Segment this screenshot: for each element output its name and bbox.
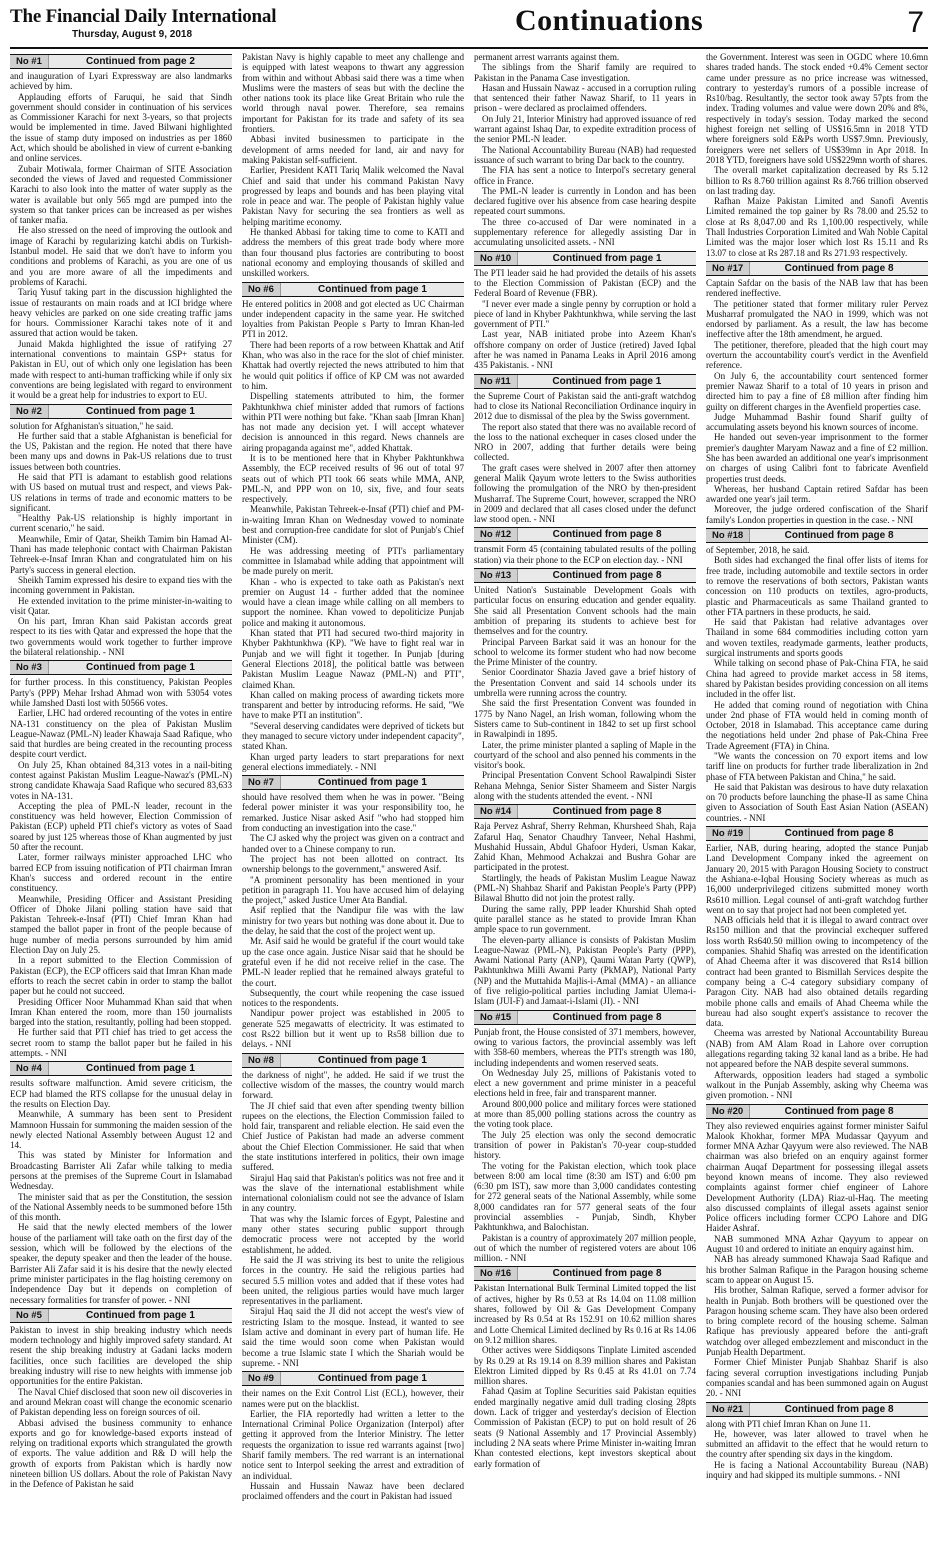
article-paragraph: He entered politics in 2008 and got elected as UC Chairman under independent capacity in the same year. He switched loyalties from Pakistan People s Party to Imran Khan-led PTI in 2012. bbox=[242, 298, 464, 340]
continuation-article bbox=[474, 804, 696, 1006]
article-paragraph: The voting for the Pakistan election, which took place between 8:00 am local time (8:30 am IST) and 6:00 pm (6:30 pm IST), saw more than 3,000 candidates contesting for 272 general seats of the National Assembly, while some 8,000 candidates ran for 577 general seats of the four provincial assemblies - Punjab, Sindh, Khyber Pakhtunkhwa, and Balochistan. bbox=[474, 1160, 696, 1233]
article-paragraph: He added that coming round of negotiation with China under 2nd phase of FTA would held in coming month of October, 2018 in Islamabad. This acceptance came during the negotiations held under 2nd phase of Pak-China Free Trade Agreement (FTA) in China. bbox=[706, 699, 928, 751]
article-paragraph: Khan stated that PTI had secured two-third majority in Khyber Pakhtunkhwa (KP). "We have to fight real war in Punjab and we will fight it together. In Punjab [during General Elections 2018], the political battle was between Pakistan Muslim League Nawaz (PML-N) and PTI", claimed Khan. bbox=[242, 628, 464, 690]
article-paragraph: He is facing a National Accountability Bureau (NAB) inquiry and had skipped its multiple summons. - NNI bbox=[706, 1459, 928, 1480]
article-paragraph: Startlingly, the heads of Pakistan Muslim League Nawaz (PML-N) Shahbaz Sharif and Pakistan People's Party (PPP) Bilawal Bhutto did not join the protest rally. bbox=[474, 872, 696, 904]
article-paragraph: The graft cases were shelved in 2007 after then attorney general Malik Qayum wrote letters to the Swiss authorities following the promulgation of the NRO by then-president Musharraf. The Supreme Court, however, scrapped the NRO in 2009 and declared that all cases closed under the defunct law stood open. - NNI bbox=[474, 462, 696, 525]
article-paragraph: It is to be mentioned here that in Khyber Pakhtunkhwa Assembly, the ECP received results of 96 out of total 97 seats out of which PTI took 66 seats while MMA, ANP, PML-N, and PPP won on 10, six, five, and four seats respectively. bbox=[242, 452, 464, 505]
article-number: No #4 bbox=[10, 1062, 49, 1075]
continuation-header bbox=[474, 1266, 696, 1281]
article-paragraph: Other actives were Siddiqsons Tinplate Limited ascended by Rs 0.29 at Rs 19.14 on 8.39 million shares and Pakistan Elektron Limited dipped by Rs 0.45 at Rs 41.01 on 7.74 million shares. bbox=[474, 1345, 696, 1387]
continuation-article bbox=[706, 1104, 928, 1399]
continued-from-label: Continued from page 1 bbox=[552, 252, 662, 264]
article-paragraph: Later, the prime minister planted a sapling of Maple in the courtyard of the school and also penned his comments in the visitor's book. bbox=[474, 739, 696, 771]
continuation-article bbox=[242, 52, 464, 279]
continued-from-label: Continued from page 1 bbox=[317, 777, 427, 789]
article-paragraph: The FIA has sent a notice to Interpol's secretary general office in France. bbox=[474, 165, 696, 186]
article-paragraph: The CJ asked why the project was given on a contract and handed over to a Chinese company to run. bbox=[242, 833, 464, 854]
continued-from-label: Continued from page 8 bbox=[552, 570, 662, 582]
article-paragraph: transmit Form 45 (containing tabulated results of the polling station) via their phone to the ECP on election day. - NNI bbox=[474, 544, 696, 565]
masthead bbox=[10, 4, 930, 46]
article-paragraph: Subsequently, the court while reopening the case issued notices to the respondents. bbox=[242, 987, 464, 1009]
article-paragraph: He handed out seven-year imprisonment to the former premier's daughter Maryam Nawaz and a fine of £2 million. She has been awarded an additional one year's imprisonment on charges of using Calibri font to fabricate Avenfield properties trust deeds. bbox=[706, 432, 928, 484]
article-paragraph: The National Accountability Bureau (NAB) had requested issuance of such warrant to bring Dar back to the country. bbox=[474, 144, 696, 165]
article-paragraph: His brother, Salman Rafique, served a former advisor for health in Punjab. Both brothers will be questioned over the Paragon housing scheme scam. They have also been ordered to bring complete record of the housing scheme. Salman Rafique has previously appeared before the anti-graft watchdog over alleged embezzlement and misconduct in the Punjab Health Department. bbox=[706, 1285, 928, 1358]
continuation-article bbox=[10, 660, 232, 1058]
article-paragraph: results software malfunction. Amid severe criticism, the ECP had blamed the RTS collapse for the unusual delay in the results on Election Day. bbox=[10, 1078, 232, 1109]
article-paragraph: solution for Afghanistan's situation," he said. bbox=[10, 420, 174, 431]
article-number: No #17 bbox=[706, 262, 750, 275]
continuation-header bbox=[10, 1061, 232, 1076]
continuation-header bbox=[706, 826, 928, 841]
continuation-article bbox=[242, 1371, 464, 1501]
article-paragraph: Nandipur power project was established in 2005 to generate 525 megawatts of electricity. It was estimated to cost Rs22 billion but it went up to Rs58 billion due to delays. - NNI bbox=[242, 1008, 464, 1050]
article-paragraph: Captain Safdar on the basis of the NAB law that has been rendered ineffective. bbox=[706, 277, 928, 299]
continuation-article bbox=[242, 775, 464, 1049]
article-paragraph: Both sides had exchanged the final offer lists of items for free trade, including automobile and textile sectors in order to remove the reservations of both sectors, Pakistan wants concession on 110 products on textiles, agro-products, plastic and Pharmaceuticals as same Thailand granted to other FTA partners in these products, he said. bbox=[706, 555, 928, 617]
article-paragraph: The eleven-party alliance is consists of Pakistan Muslim League-Nawaz (PML-N), Pakistan People's Party (PPP), Awami National Party (ANP), Qaumi Watan Party (QWP), Pakhtunkhwa Milli Awami Party (PkMAP), National Party (NP) and the Muttahida Majlis-i-Amal (MMA) - an alliance of five religio-political parties including Jamiat Ulema-i-Islam (JUI-F) and Jamaat-i-Islami (JI). - NNI bbox=[474, 934, 696, 1007]
column-2 bbox=[242, 52, 464, 1558]
article-paragraph: "Healthy Pak-US relationship is highly important in current scenario," he said. bbox=[10, 513, 232, 534]
article-paragraph: They also reviewed enquiries against former minister Saiful Malook Khokhar, former MPA Mudassar Qayyum and former MNA Azhar Qayyum were also reviewed. The NAB chairman was also briefed on an enquiry against former chairman Auqaf Department for possessing illegal assets beyond known means of income. They also reviewed complaints against former chief engineer of Lahore Development Authority (LDA) Riaz-ul-Haq. The meeting also discussed complaints of illegal assets against senior Police officers including former CCPO Lahore and DIG Haider Ashraf. bbox=[706, 1120, 928, 1234]
article-paragraph: There had been reports of a row between Khattak and Atif Khan, who was also in the race for the slot of chief minister. Khattak had overtly rejected the news attributed to him that he would quit politics if office of KP CM was not awarded to him. bbox=[242, 339, 464, 391]
article-paragraph: He further said that a stable Afghanistan is beneficial for the US, Pakistan and the region. He noted that there have been many ups and downs in Pak-US relations due to trust issues between both countries. bbox=[10, 430, 232, 472]
article-paragraph: NAB officials held that it is illegal to award contract over Rs150 million and that the provincial exchequer suffered loss worth Rs640.50 million owing to incompetency of the companies. Shahid Shafiq was arrested on the identification of Ahad Cheema after it was discovered that Rs14 billion contract had been granted to Bismillah Services despite the company being a C-4 category subsidiary company of Paragon City. NAB had also obtained details regarding mobile phone calls and emails of Ahad Cheema while the bureau had also sought expert's assistance to recover the data. bbox=[706, 915, 928, 1029]
article-paragraph: Moreover, the judge ordered confiscation of the Sharif family's London properties in question in the case. - NNI bbox=[706, 504, 928, 525]
article-paragraph: Rafhan Maize Pakistan Limited and Sanofi Aventis Limited remained the top gainer by Rs 78.00 and 25.52 to close at Rs 8,047.00 and Rs 1,100.00 respectively, while Thall Industries Corporation Limited and Wah Noble Capital Limited was the major loser which lost Rs 15.11 and Rs 13.07 to close at Rs 287.18 and Rs 271.93 respectively. bbox=[706, 196, 928, 258]
continued-from-label: Continued from page 8 bbox=[784, 1403, 894, 1415]
paper-name: The Financial Daily International bbox=[10, 6, 277, 27]
article-paragraph: This was stated by Minister for Information and Broadcasting Barrister Ali Zafar while talking to media persons at the premises of the Supreme Court in Islamabad Wednesday. bbox=[10, 1150, 232, 1192]
continuation-article bbox=[474, 527, 696, 565]
article-paragraph: "I never ever made a single penny by corruption or hold a piece of land in Khyber Pakhtunkhwa, while serving the last government of PTI." bbox=[474, 298, 696, 330]
continuation-article bbox=[10, 1061, 232, 1305]
continuation-header bbox=[474, 527, 696, 542]
continuation-article bbox=[706, 528, 928, 823]
article-paragraph: The petitioner stated that former military ruler Pervez Musharraf promulgated the NAO in 1999, which was not endorsed by parliament. As a result, the law has become ineffective after the 18th amendment, he argued. bbox=[706, 298, 928, 340]
continuation-article bbox=[706, 1402, 928, 1481]
article-paragraph: Tariq Yusuf taking part in the discussion highlighted the issue of restaurants on main roads and at ICI bridge where heavy vehicles are parked on one side creating traffic jams for hours. Commissioner Karachi takes note of it and assured that action would be taken. bbox=[10, 287, 232, 339]
article-number: No #2 bbox=[10, 405, 49, 418]
article-paragraph: Asif replied that the Nandipur file was with the law ministry for two years but nothing was done about it. Due to the delay, he said that the cost of the project went up. bbox=[242, 905, 464, 937]
article-paragraph: Pakistan to invest in ship breaking industry which needs modern technology and highly improved safety standard. At resent the ship breaking industry at Gadani lacks modern facilities, once such facilities are developed the ship breaking industry will rise to new heights with immense job opportunities for the entire Pakistan. bbox=[10, 1324, 232, 1387]
article-paragraph: Last year, NAB initiated probe into Azeem Khan's offshore company on order of Justice (retired) Javed Iqbal after he was named in Panama Leaks in April 2016 among 435 Pakistanis. - NNI bbox=[474, 329, 696, 371]
article-paragraph: Sirajul Haq said that Pakistan's politics was not free and it was the slave of the international establishment while international colonialism could not see the advance of Islam in any country. bbox=[242, 1172, 464, 1214]
article-paragraph: Pakistan Navy is highly capable to meet any challenge and is equipped with latest weapons to thwart any aggression from within and without Abbasi said there was a time when Muslims were the masters of seas but with the decline the other nations took its place like Great Britain who rule the world through naval power. Therefore, sea remains important for Pakistan for its trade and safety of its sea frontiers. bbox=[242, 52, 464, 135]
continuation-article bbox=[10, 54, 232, 401]
continued-from-label: Continued from page 8 bbox=[552, 1011, 662, 1023]
continuation-header bbox=[706, 1402, 928, 1417]
article-paragraph: Sheikh Tamim expressed his desire to expand ties with the incoming government in Pakistan. bbox=[10, 574, 232, 596]
continuation-header bbox=[474, 251, 696, 266]
article-paragraph: Judge Muhammad Bashir found Sharif guilty of accumulating assets beyond his known sources of income. bbox=[706, 411, 928, 433]
article-number: No #12 bbox=[474, 528, 518, 541]
article-paragraph: Zubair Motiwala, former Chairman of SITE Association seconded the views of Javed and requested Commissioner Karachi to also look into the matter of water supply as the water is available but only 565 mgd are pumped into the system so that tanker prices can be increased as per wishes of tanker mafia. bbox=[10, 163, 232, 226]
continuation-header bbox=[474, 1010, 696, 1025]
article-number: No #8 bbox=[242, 1054, 281, 1067]
article-paragraph: Junaid Makda highlighted the issue of ratifying 27 international conventions to maintain GSP+ status for Pakistan in EU, out of which only one legislation has been made with respect to anti-human trafficking while if only six conventions are being legislated with regard to environment it would be a great help for industries to export to EU. bbox=[10, 338, 232, 401]
continuation-header bbox=[242, 1053, 464, 1068]
continuation-header bbox=[10, 660, 232, 675]
page-number: 7 bbox=[907, 6, 924, 39]
continued-from-label: Continued from page 8 bbox=[552, 1268, 662, 1280]
article-number: No #6 bbox=[242, 283, 281, 296]
continuation-article bbox=[474, 374, 696, 525]
article-number: No #20 bbox=[706, 1105, 750, 1118]
continuation-article bbox=[474, 1010, 696, 1264]
article-paragraph: The petitioner, therefore, pleaded that the high court may overturn the accountability court's verdict in the Avenfield reference. bbox=[706, 339, 928, 371]
article-paragraph: On July 25, Khan obtained 84,313 votes in a nail-biting contest against Pakistan Muslim League-Nawaz's (PML-N) strong candidate Khawaja Saad Rafique who secured 83,633 votes in NA-131. bbox=[10, 759, 232, 801]
continuation-header bbox=[474, 568, 696, 583]
article-number: No #5 bbox=[10, 1309, 49, 1322]
article-paragraph: The July 25 election was only the second democratic transition of power in Pakistan's 70-year coup-studded history. bbox=[474, 1129, 696, 1161]
article-paragraph: Whereas, her husband Captain retired Safdar has been awarded one year's jail term. bbox=[706, 483, 928, 505]
continuation-article bbox=[474, 1266, 696, 1468]
article-paragraph: Earlier, the FIA reportedly had written a letter to the International Criminal Police Organization (Interpol) after getting it approved from the Interior Ministry. The letter requests the organization to issue red warrants against [two] Sharif family members. The red warrant is an international notice sent to Interpol seeking the arrest and extradition of an individual. bbox=[242, 1408, 464, 1481]
article-paragraph: Afterwards, opposition leaders had staged a symbolic walkout in the Punjab Assembly, asking why Cheema was given promotion. - NNI bbox=[706, 1069, 928, 1101]
continuation-article bbox=[474, 251, 696, 371]
article-paragraph: "We wants the concession on 70 export items and low tariff line on products for further trade liberalization in 2nd phase of FTA between Pakistan and China," he said. bbox=[706, 751, 928, 782]
continued-from-label: Continued from page 8 bbox=[784, 828, 894, 840]
article-paragraph: the darkness of night", he added. He said if we trust the collective wisdom of the masses, the country would march forward. bbox=[242, 1069, 464, 1101]
article-paragraph: On July 6, the accountability court sentenced former premier Nawaz Sharif to a total of 10 years in prison and directed him to pay a fine of £8 million after finding him guilty on different charges in the Avenfield properties case. bbox=[706, 370, 928, 412]
article-paragraph: Applauding efforts of Faruqui, he said that Sindh government should consider in continuation of his services as Commissioner Karachi for next 3-years, so that projects would be implemented in time. Javed Bilwani highlighted the issue of stamp duty imposed on industries as per 1860 Act, which should be abolished in view of current e-banking and online services. bbox=[10, 91, 232, 164]
article-paragraph: Khan called on making process of awarding tickets more transparent and better by introducing reforms. He said, "We have to make PTI an institution". bbox=[242, 689, 464, 721]
article-paragraph: along with PTI chief Imran Khan on June 11. bbox=[706, 1418, 871, 1429]
article-paragraph: He thanked Abbasi for taking time to come to KATI and address the members of this great trade body where more than four thousand plus factories are contributing to boost national economy and employing thousands of skilled and unskilled workers. bbox=[242, 227, 464, 279]
article-paragraph: Sirajul Haq said the JI did not accept the west's view of restricting Islam to the mosque. Instead, it wanted to see Islam active and dominant in every part of human life. He said the time would soon come when Pakistan would become a true Islamic state I which the Shariah would be supreme. - NNI bbox=[242, 1306, 464, 1368]
continuation-header bbox=[10, 54, 232, 69]
article-paragraph: He said the JI was striving its best to unite the religious forces in the country. He said the religious parties had secured 5.5 million votes and added that if these votes had been united, the religious parties would have much larger representatives in the parliament. bbox=[242, 1254, 464, 1307]
article-paragraph: Meanwhile, Emir of Qatar, Sheikh Tamim bin Hamad Al-Thani has made telephonic contact with Chairman Pakistan Tehreek-e-Insaf Imran Khan and congratulated him on his Party's success in general election. bbox=[10, 533, 232, 575]
article-paragraph: He said that Pakistan had relative advantages over Thailand in some 684 commodities including cotton yarn and woven textiles, readymade garments, leather products, surgical instruments and sports goods bbox=[706, 617, 928, 659]
article-paragraph: their names on the Exit Control List (ECL), however, their names were put on the blacklist. bbox=[242, 1388, 464, 1409]
article-paragraph: Fahad Qasim at Topline Securities said Pakistan equities ended marginally negative amid dull trading closing 28pts down. Lack of trigger and yesterday's decision of Election Commission of Pakistan (ECP) to put on hold result of 26 seats (9 National Assembly and 17 Provincial Assembly) including 2 NA seats where Prime Minister in-waiting Imran Khan contested elections, kept investors skeptical about early formation of bbox=[474, 1386, 696, 1469]
article-paragraph: NAB summoned MNA Azhar Qayyum to appear on August 10 and ordered to initiate an enquiry against him. bbox=[706, 1233, 928, 1255]
article-paragraph: Meanwhile, Pakistan Tehreek-e-Insaf (PTI) chief and PM-in-waiting Imran Khan on Wednesday vowed to nominate best and corruption-free candidate for slot of Punjab's Chief Minister (CM). bbox=[242, 504, 464, 546]
continued-from-label: Continued from page 8 bbox=[552, 806, 662, 818]
continued-from-label: Continued from page 8 bbox=[784, 262, 894, 274]
article-paragraph: He said that the newly elected members of the lower house of the parliament will take oath on the first day of the session, which will be followed by the elections of the speaker, the deputy speaker and then the leader of the house. Barrister Ali Zafar said it is his desire that the newly elected prime minister participates in the flag hoisting ceremony on Independence Day but it depends on completion of necessary formalities for transfer of power. - NNI bbox=[10, 1222, 232, 1305]
article-paragraph: Accepting the plea of PML-N leader, recount in the constituency was held however, Election Commission of Pakistan (ECP) upheld PTI chief's victory as votes of Saad soared by just 125 whereas those of Khan augmented by just 50 after the recount. bbox=[10, 800, 232, 853]
article-number: No #11 bbox=[474, 375, 518, 388]
article-paragraph: "A prominent personality has been mentioned in your petition in paragraph 11. You have accused him of delaying the project," asked Justice Umer Ata Bandial. bbox=[242, 874, 464, 906]
continuation-header bbox=[10, 404, 232, 419]
article-paragraph: Punjab front, the House consisted of 371 members, however, owing to various factors, the provincial assembly was left with 358-60 members, whereas the PTI's strength was 180, including independents and women reserved seats. bbox=[474, 1026, 696, 1068]
column-4 bbox=[706, 52, 928, 1558]
article-paragraph: The JI chief said that even after spending twenty billion rupees on the elections, the Election Commission failed to hold fair, transparent and reliable election. He said even the Chief Justice of Pakistan had made an adverse comment about the Chief Election Commissioner. He said that when the state institutions interfered in politics, their own image suffered. bbox=[242, 1100, 464, 1173]
article-number: No #16 bbox=[474, 1267, 518, 1280]
article-paragraph: She said the first Presentation Convent was founded in 1775 by Nano Nagel, an Irish woman, following whom the Sisters came to Sub-continent in 1842 to set up first school in Rawalpindi in 1895. bbox=[474, 698, 696, 740]
article-paragraph: Pakistan is a country of approximately 207 million people, out of which the number of registered voters are about 106 million. - NNI bbox=[474, 1232, 696, 1264]
continuation-header bbox=[706, 528, 928, 543]
article-paragraph: Senior Coordinator Shazia Javed gave a brief history of the Presentation Convent and said 14 schools under its umbrella were running across the country. bbox=[474, 667, 696, 699]
article-paragraph: The three co-accused of Dar were nominated in a supplementary reference for allegedly assisting Dar in accumulating unsolicited assets. - NNI bbox=[474, 216, 696, 248]
article-paragraph: permanent arrest warrants against them. bbox=[474, 52, 620, 62]
issue-date: Thursday, August 9, 2018 bbox=[72, 29, 193, 40]
article-number: No #21 bbox=[706, 1403, 750, 1416]
article-paragraph: Presiding Officer Noor Muhammad Khan said that when Imran Khan entered the room, more than 150 journalists barged into the station, resultantly, polling had been stopped. bbox=[10, 996, 232, 1028]
article-paragraph: The PML-N leader is currently in London and has been declared fugitive over his absence from case hearing despite repeated court summons. bbox=[474, 185, 696, 217]
article-paragraph: The minister said that as per the Constitution, the session of the National Assembly needs to be summoned before 15th of this month. bbox=[10, 1191, 232, 1223]
article-paragraph: Around 800,000 police and military forces were stationed at more than 85,000 polling stations across the country as the voting took place. bbox=[474, 1098, 696, 1130]
article-paragraph: Raja Pervez Ashraf, Sherry Rehman, Khursheed Shah, Raja Zafarul Haq, Senator Chaudhry Tanveer, Nehal Hashmi, Mushahid Hussain, Abdul Ghafoor Hyderi, Usman Kakar, Zahid Khan, Mehmood Achakzai and Bushra Gohar are participated in the protest. bbox=[474, 821, 696, 873]
article-paragraph: Pakistan International Bulk Terminal Limited topped the list of actives, higher by Rs 0.53 at Rs 14.04 on 11.08 million shares, followed by Oil & Gas Development Company increased by Rs 0.54 at Rs 152.91 on 10.62 million shares and Lotte Chemical Limited declined by Rs 0.16 at Rs 14.06 on 9.12 million shares. bbox=[474, 1283, 696, 1345]
columns-container bbox=[10, 52, 928, 1558]
continuation-header bbox=[242, 282, 464, 297]
article-paragraph: Cheema was arrested by National Accountability Bureau (NAB) from AM Alam Road in Lahore over corruption allegations regarding taking 32 kanal land as a bribe. He had not appeared before the NAB despite several summons. bbox=[706, 1028, 928, 1070]
article-paragraph: The report also stated that there was no available record of the loss to the national exchequer in cases closed under the NRO in 2007, adding that further details were being collected. bbox=[474, 421, 696, 463]
article-paragraph: for further process. In this constituency, Pakistan Peoples Party's (PPP) Mehar Irshad Ahmad won with 53054 votes while Jamshed Dasti lost with 50566 votes. bbox=[10, 677, 232, 708]
continuation-article bbox=[10, 1308, 232, 1490]
continuation-article bbox=[474, 52, 696, 248]
continued-from-label: Continued from page 1 bbox=[85, 1063, 195, 1075]
article-paragraph: Hussain and Hussain Nawaz have been declared proclaimed offenders and the court in Pakistan had issued bbox=[242, 1480, 464, 1502]
continuation-header bbox=[242, 775, 464, 790]
article-paragraph: He further said that PTI chief has tried to get access the secret room to stamp the ballot paper but he failed in his attempts. - NNI bbox=[10, 1027, 232, 1059]
article-paragraph: "Several deserving candidates were deprived of tickets but they managed to secure victory under independent capacity", stated Khan. bbox=[242, 720, 464, 752]
continued-from-label: Continued from page 1 bbox=[317, 1373, 427, 1385]
continued-from-label: Continued from page 1 bbox=[317, 283, 427, 295]
continuation-article bbox=[242, 282, 464, 773]
continuation-header bbox=[474, 804, 696, 819]
continuation-article bbox=[706, 261, 928, 525]
article-paragraph: He said that PTI is adamant to establish good relations with US based on mutual trust and respect, and views Pak-US relations in terms of trade and economic matters to be significant. bbox=[10, 471, 232, 513]
continued-from-label: Continued from page 8 bbox=[552, 529, 662, 541]
article-paragraph: Earlier, President KATI Tariq Malik welcomed the Naval Chief and said that under his command Pakistan Navy progressed by leaps and bounds and has been playing vital role in peace and war. The people of Pakistan highly value Pakistan Navy for securing the sea frontiers as well as helping maritime economy. bbox=[242, 165, 464, 227]
continuation-header bbox=[242, 1371, 464, 1386]
article-paragraph: Abbasi invited businessmen to participate in the development of arms needed for land, air and navy for making Pakistan self-sufficient. bbox=[242, 134, 464, 165]
article-paragraph: During the same rally, PPP leader Khurshid Shah opted quite parallel stance as he stated to provide Imran Khan ample space to run government. bbox=[474, 903, 696, 935]
continued-from-label: Continued from page 8 bbox=[784, 530, 894, 542]
article-number: No #3 bbox=[10, 661, 49, 674]
article-paragraph: NAB has already summoned Khawaja Saad Rafique and his brother Salman Rafique in the Paragon housing scheme scam to appear on August 15. bbox=[706, 1254, 928, 1285]
article-paragraph: the Government. Interest was seen in OGDC where 10.6mn shares traded hands. The stock ended +0.4% Cement sector came under pressure as no price increase was witnessed, contrary to yesterday's rumors of a possible increase of Rs10/bag. Resultantly, the sector took away 57pts from the index. Trading volumes and value were down 20% and 8%, respectively in today's session. Today marked the second highest foreign net selling of US$16.5mn in 2018 YTD where foreigners sold E&Ps worth US$7.9mn. Previously, foreigners were net sellers of US$39mn in Apr 2018. In 2018 YTD, foreigners have sold US$229mn worth of shares. bbox=[706, 52, 928, 165]
continuation-article bbox=[706, 52, 928, 258]
article-paragraph: The PTI leader said he had provided the details of his assets to the Election Commission of Pakistan (ECP) and the Federal Board of Revenue (FBR). bbox=[474, 267, 696, 299]
article-paragraph: Meanwhile, Presiding Officer and Assistant Presiding Officer of Dhoke Jilani polling station have said that Pakistan Tehreek-e-Insaf (PTI) Chief Imran Khan had stamped the ballot paper in front of the people because of huge number of media persons surrounded by him amid Election Day on July 25. bbox=[10, 893, 232, 956]
column-3 bbox=[474, 52, 696, 1558]
continuation-article bbox=[474, 568, 696, 801]
article-paragraph: Principal Parveen Barkat said it was an honour for the school to welcome its former student who had now become the Prime Minister of the country. bbox=[474, 636, 696, 668]
article-paragraph: Khan urged party leaders to start preparations for next general elections immediately. - NNI bbox=[242, 751, 464, 772]
article-paragraph: and inauguration of Lyari Expressway are also landmarks achieved by him. bbox=[10, 71, 232, 92]
article-paragraph: Mr. Asif said he would be grateful if the court would take up the case once again. Justice Nisar said that he should be grateful even if he did not receive relief in the case. The PML-N leader replied that he remained always grateful to the court. bbox=[242, 936, 464, 988]
article-paragraph: The siblings from the Sharif family are required to Pakistan in the Panama Case investigation. bbox=[474, 62, 696, 83]
article-paragraph: The Naval Chief disclosed that soon new oil discoveries in and around Mekran coast will change the economic scenario of Pakistan depending less on foreign sources of oil. bbox=[10, 1386, 232, 1418]
article-paragraph: The project has not been allotted on contract. Its ownership belongs to the government," answered Asif. bbox=[242, 853, 464, 875]
article-paragraph: Principal Presentation Convent School Rawalpindi Sister Rehana Mehnga, Senior Sister Shameem and Sister Nargis along with the students attended the event. - NNI bbox=[474, 770, 696, 801]
article-number: No #10 bbox=[474, 252, 518, 265]
article-paragraph: Former Chief Minister Punjab Shahbaz Sharif is also facing several corruption investigations including Punjab companies scandal and has been summoned again on August 20. - NNI bbox=[706, 1357, 928, 1399]
article-paragraph: the Supreme Court of Pakistan said the anti-graft watchdog had to close its National Reconciliation Ordinance inquiry in 2012 due to dismissal of the plea by the Swiss government. bbox=[474, 390, 696, 422]
article-paragraph: Khan - who is expected to take oath as Pakistan's next premier on August 14 - further added that the nominee would have a clean image while calling on all members to support the nominee. Khan vowed to depoliticize Punjab police and making it autonomous. bbox=[242, 576, 464, 628]
continued-from-label: Continued from page 1 bbox=[552, 375, 662, 387]
article-paragraph: Meanwhile, A summary has been sent to President Mamnoon Hussain for summoning the maiden session of the newly elected National Assembly between August 12 and 14. bbox=[10, 1109, 232, 1151]
continuation-article bbox=[242, 1053, 464, 1369]
article-paragraph: On July 21, Interior Ministry had approved issuance of red warrant against Ishaq Dar, to expedite extradition process of the senior PML-N leader. bbox=[474, 113, 696, 145]
continuation-header bbox=[706, 1104, 928, 1119]
article-number: No #19 bbox=[706, 827, 750, 840]
masthead-rule bbox=[10, 47, 928, 49]
article-paragraph: He was addressing meeting of PTI's parliamentary committee in Islamabad while adding that appointment will be made purely on merit. bbox=[242, 545, 464, 577]
article-number: No #13 bbox=[474, 569, 518, 582]
continued-from-label: Continued from page 1 bbox=[85, 1309, 195, 1321]
article-number: No #18 bbox=[706, 529, 750, 542]
article-number: No #7 bbox=[242, 776, 281, 789]
article-paragraph: That was why the Islamic forces of Egypt, Palestine and many other states securing public support through democratic process were not accepted by the world establishment, he added. bbox=[242, 1213, 464, 1255]
continuation-article bbox=[706, 826, 928, 1100]
article-paragraph: He also stressed on the need of improving the outlook and image of Karachi by regularizing katchi abdis on Turkish-Istanbul model. He said that we don't have to inform you conditions and problems of Karachi, as you are one of us and you are more aware of all the impediments and problems of Karachi. bbox=[10, 225, 232, 287]
column-1 bbox=[10, 52, 232, 1558]
section-title: Continuations bbox=[515, 4, 704, 37]
continuation-article bbox=[10, 404, 232, 658]
continued-from-label: Continued from page 8 bbox=[784, 1105, 894, 1117]
continuation-header bbox=[474, 374, 696, 389]
article-paragraph: On his part, Imran Khan said Pakistan accords great respect to its ties with Qatar and expressed the hope that the two governments would work together to further improve the bilateral relationship. - NNI bbox=[10, 616, 232, 658]
article-paragraph: In a report submitted to the Election Commission of Pakistan (ECP), the ECP officers said that Imran Khan made efforts to reach the secret cabin in order to stamp the ballot paper but he could not succeed. bbox=[10, 955, 232, 997]
article-paragraph: should have resolved them when he was in power. "Being federal power minister it was your responsibility too, he remarked. Justice Nisar asked Asif "who had stopped him from conducting an investigation into the case." bbox=[242, 792, 464, 834]
article-paragraph: United Nation's Sustainable Development Goals with particular focus on ensuring education and gender equality. She said all Presentation Convent schools had the main ambition of preparing its students to achieve best for themselves and for the country. bbox=[474, 585, 696, 637]
article-paragraph: Abbasi advised the business community to enhance exports and go for knowledge-based exports instead of relying on traditional exports which strangulated the growth of exports. The value addition and R& D will help the growth of exports from Pakistan which is hardly now nineteen billion US dollars. About the role of Pakistan Navy in the Defence of Pakistan he said bbox=[10, 1417, 232, 1490]
article-number: No #9 bbox=[242, 1372, 281, 1385]
continuation-header bbox=[10, 1308, 232, 1323]
article-paragraph: Dispelling statements attributed to him, the former Pakhtunkhwa chief minister added that rumors of factions within PTI were nothing but fake. "Khan saab [Imran Khan] has not made any decision yet. I will accept whatever decision is announced in this regard. News channels are airing propaganda against me", added Khattak. bbox=[242, 391, 464, 453]
continued-from-label: Continued from page 1 bbox=[85, 405, 195, 417]
article-paragraph: On Wednesday July 25, millions of Pakistanis voted to elect a new government and prime minister in a peaceful elections held in free, fair and transparent manner. bbox=[474, 1067, 696, 1099]
continued-from-label: Continued from page 1 bbox=[317, 1054, 427, 1066]
article-paragraph: Earlier, NAB, during hearing, adopted the stance Punjab Land Development Company inked the agreement on January 20, 2015 with Paragon Housing Society to construct the Ashiana-e-Iqbal Housing Society whereas as much as 16,000 underprivileged citizens submitted money worth Rs610 million. Legal counsel of anti-graft watchdog further went on to say that project had not been completed yet. bbox=[706, 843, 928, 915]
article-paragraph: While talking on second phase of Pak-China FTA, he said China had agreed to provide market access in 58 items, shared by Pakistan besides providing concession on all items included in the offer list. bbox=[706, 658, 928, 700]
article-paragraph: Hasan and Hussain Nawaz - accused in a corruption ruling that sentenced their father Nawaz Sharif, to 11 years in prison - were declared as proclaimed offenders. bbox=[474, 82, 696, 114]
continued-from-label: Continued from page 1 bbox=[85, 662, 195, 674]
article-number: No #14 bbox=[474, 805, 518, 818]
article-paragraph: He, however, was later allowed to travel when he submitted an affidavit to the effect that he would return to the country after spending six days in the kingdom. bbox=[706, 1428, 928, 1460]
article-paragraph: He extended invitation to the prime minister-in-waiting to visit Qatar. bbox=[10, 595, 232, 616]
article-number: No #1 bbox=[10, 55, 49, 68]
continued-from-label: Continued from page 2 bbox=[85, 56, 195, 67]
article-paragraph: The overall market capitalization decreased by Rs 5.12 billion to Rs 8.760 trillion against Rs 8.766 trillion observed on last trading day. bbox=[706, 165, 928, 196]
article-number: No #15 bbox=[474, 1011, 518, 1024]
article-paragraph: He said that Pakistan was desirous to have duty relaxation on 70 products before launching the phase-II as same China given to Association of South East Asian Nation (ASEAN) countries. - NNI bbox=[706, 781, 928, 823]
continuation-header bbox=[706, 261, 928, 276]
article-paragraph: of September, 2018, he said. bbox=[706, 545, 810, 556]
article-paragraph: Earlier, LHC had ordered recounting of the votes in entire NA-131 constituency on the plea of Pakistan Muslim League-Nawaz (PML-N) leader Khawaja Saad Rafique, who said that hurdles are being created in the recounting process despite court verdict. bbox=[10, 708, 232, 760]
article-paragraph: Later, former railways minister approached LHC who barred ECP from issuing notification of PTI chairman Imran Khan's success and ordered recount in the entire constituency. bbox=[10, 852, 232, 894]
